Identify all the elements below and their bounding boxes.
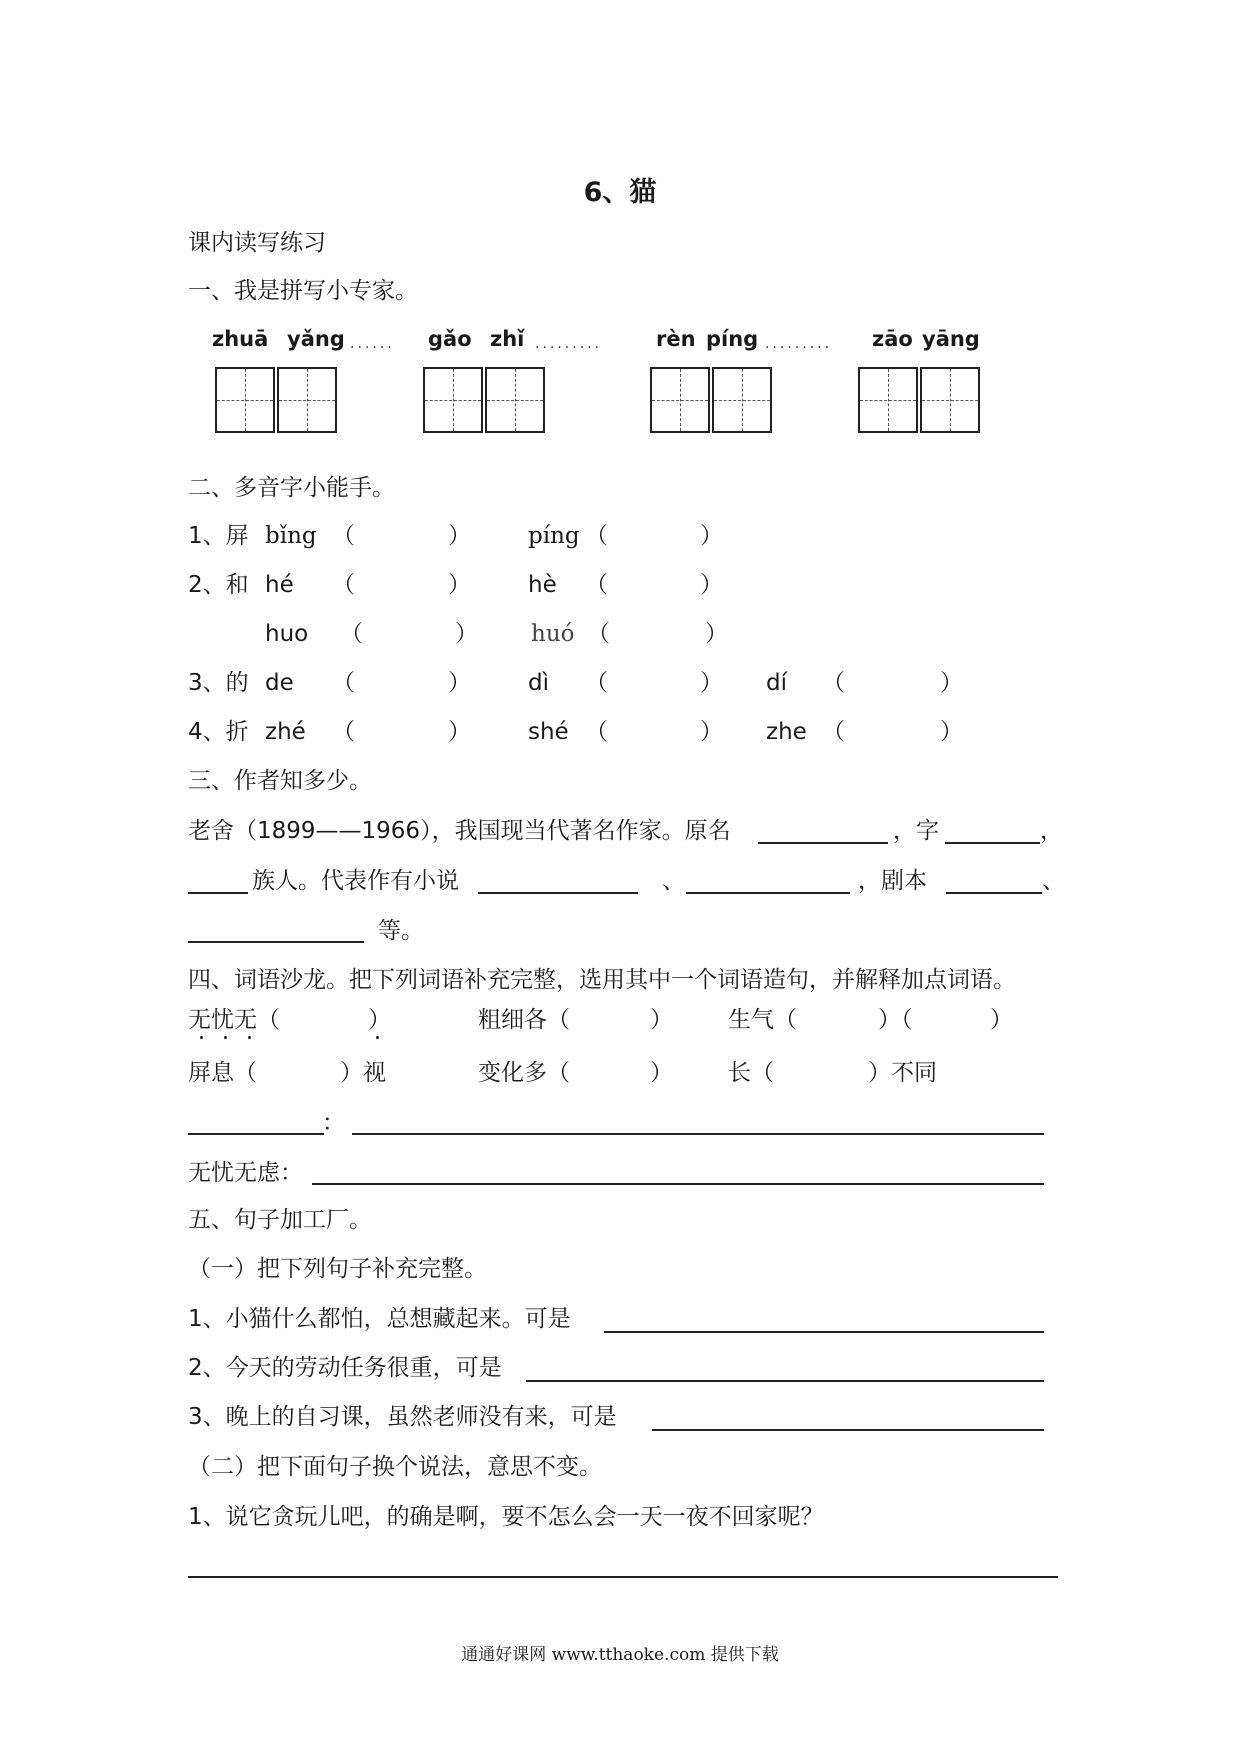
pinyin-reading: huo: [265, 621, 309, 647]
text-comma: ，: [1040, 818, 1063, 844]
text-representative-works: 族人。代表作有小说: [252, 868, 459, 894]
close-paren: ）: [700, 572, 723, 598]
open-paren: （: [585, 572, 608, 598]
sentence-prompt-2: 2、今天的劳动任务很重，可是: [188, 1355, 502, 1381]
open-paren: （: [332, 572, 355, 598]
word-fill-close: ）: [990, 1007, 1013, 1033]
open-paren: （: [332, 523, 355, 549]
pinyin-reading: zhe: [766, 719, 807, 745]
open-paren: （: [585, 670, 608, 696]
open-paren: （: [332, 670, 355, 696]
blank-play[interactable]: [946, 892, 1042, 894]
blank-explanation[interactable]: [312, 1183, 1044, 1185]
footer-source: 通通好课网 www.tthaoke.com 提供下载: [461, 1645, 779, 1665]
writing-box[interactable]: [650, 367, 710, 433]
section5-sub1: （一）把下列句子补充完整。: [188, 1256, 487, 1282]
writing-box[interactable]: [858, 367, 918, 433]
close-paren: ）: [705, 621, 728, 647]
pinyin-reading: shé: [528, 719, 569, 745]
word-fill-close: ）: [368, 1007, 391, 1033]
close-paren: ）: [700, 523, 723, 549]
word-fill-close: ）: [650, 1007, 673, 1033]
blank-ethnicity[interactable]: [188, 892, 248, 894]
word-fill: 长（: [728, 1060, 774, 1086]
dots-3: .........: [765, 336, 833, 352]
row-number: 1、屏: [188, 523, 249, 549]
word-fill-close: ）: [650, 1060, 673, 1086]
page-title: 6、猫: [583, 177, 657, 208]
pinyin-reading: bǐng: [265, 523, 317, 549]
writing-box[interactable]: [920, 367, 980, 433]
open-paren: （: [822, 719, 845, 745]
writing-box[interactable]: [277, 367, 337, 433]
emphasis-dot: [200, 1036, 203, 1039]
pinyin-reading: hè: [528, 572, 557, 598]
pinyin-4b: yāng: [922, 327, 980, 351]
open-paren: （: [340, 621, 363, 647]
close-paren: ）: [448, 523, 471, 549]
pinyin-reading: píng: [528, 523, 580, 549]
pinyin-reading: hé: [265, 572, 294, 598]
blank-other-work[interactable]: [188, 941, 364, 943]
emphasis-dot: [376, 1036, 379, 1039]
blank-sentence-1[interactable]: [604, 1331, 1044, 1333]
subtitle: 课内读写练习: [188, 230, 326, 256]
blank-novel-2[interactable]: [686, 892, 850, 894]
row-number: 4、折: [188, 719, 249, 745]
close-paren: ）: [940, 719, 963, 745]
open-paren: （: [585, 523, 608, 549]
section5-sub2: （二）把下面句子换个说法，意思不变。: [188, 1454, 602, 1480]
blank-novel-1[interactable]: [478, 892, 638, 894]
pinyin-reading: dí: [766, 670, 787, 696]
blank-sentence-2[interactable]: [526, 1380, 1044, 1382]
close-paren: ）: [448, 572, 471, 598]
pinyin-4a: zāo: [872, 327, 913, 351]
row-number: 3、的: [188, 670, 249, 696]
open-paren: （: [332, 719, 355, 745]
word-fill-close: ）不同: [868, 1060, 937, 1086]
emphasis-dot: [248, 1036, 251, 1039]
writing-box[interactable]: [712, 367, 772, 433]
pinyin-reading: dì: [528, 670, 549, 696]
sentence-prompt-1: 1、小猫什么都怕，总想藏起来。可是: [188, 1306, 571, 1332]
word-fill: 生气（: [728, 1007, 797, 1033]
pinyin-1a: zhuā: [212, 327, 269, 351]
blank-chosen-word[interactable]: [188, 1133, 324, 1135]
section5-heading: 五、句子加工厂。: [188, 1207, 372, 1233]
pinyin-2b: zhǐ: [490, 327, 525, 351]
text-separator: 、: [1042, 868, 1065, 894]
close-paren: ）: [448, 719, 471, 745]
word-fill-close: ）视: [340, 1060, 386, 1086]
writing-box[interactable]: [423, 367, 483, 433]
close-paren: ）: [448, 670, 471, 696]
word-fill: 粗细各（: [478, 1007, 570, 1033]
writing-box[interactable]: [215, 367, 275, 433]
section2-heading: 二、多音字小能手。: [188, 475, 395, 501]
close-paren: ）: [940, 670, 963, 696]
pinyin-1b: yǎng: [287, 327, 345, 351]
word-fill: 无忧无（: [188, 1007, 280, 1033]
writing-box[interactable]: [485, 367, 545, 433]
blank-rewrite[interactable]: [188, 1576, 1058, 1578]
colon: ：: [322, 1110, 345, 1136]
pinyin-3b: píng: [706, 327, 759, 351]
text-separator: 、: [662, 868, 685, 894]
pinyin-reading: huó: [531, 621, 575, 647]
close-paren: ）: [700, 670, 723, 696]
open-paren: （: [822, 670, 845, 696]
sentence-prompt-4: 1、说它贪玩儿吧，的确是啊，要不怎么会一天一夜不回家呢？: [188, 1504, 824, 1530]
row-number: 2、和: [188, 572, 249, 598]
word-fill: 屏息（: [188, 1060, 257, 1086]
blank-courtesy-name[interactable]: [945, 842, 1040, 844]
explanation-label: 无忧无虑：: [188, 1160, 303, 1186]
dots-2: .........: [535, 336, 603, 352]
text-play: ，剧本: [858, 868, 927, 894]
section4-heading: 四、词语沙龙。把下列词语补充完整，选用其中一个词语造句，并解释加点词语。: [188, 967, 1016, 993]
open-paren: （: [587, 621, 610, 647]
open-paren: （: [585, 719, 608, 745]
text-etc: 等。: [378, 918, 424, 944]
section3-heading: 三、作者知多少。: [188, 768, 372, 794]
blank-sentence[interactable]: [352, 1133, 1044, 1135]
blank-original-name[interactable]: [758, 842, 888, 844]
section1-heading: 一、我是拼写小专家。: [188, 278, 418, 304]
sentence-prompt-3: 3、晚上的自习课，虽然老师没有来，可是: [188, 1404, 617, 1430]
text-courtesy-name: ，字: [893, 818, 939, 844]
dots-1: ......: [350, 336, 395, 352]
emphasis-dot: [224, 1036, 227, 1039]
word-fill: 变化多（: [478, 1060, 570, 1086]
pinyin-2a: gǎo: [428, 327, 472, 351]
pinyin-reading: zhé: [265, 719, 306, 745]
close-paren: ）: [455, 621, 478, 647]
blank-sentence-3[interactable]: [652, 1429, 1044, 1431]
word-fill-mid: ）（: [878, 1007, 913, 1033]
close-paren: ）: [700, 719, 723, 745]
author-intro: 老舍（1899——1966），我国现当代著名作家。原名: [188, 818, 731, 844]
pinyin-3a: rèn: [656, 327, 696, 351]
pinyin-reading: de: [265, 670, 294, 696]
